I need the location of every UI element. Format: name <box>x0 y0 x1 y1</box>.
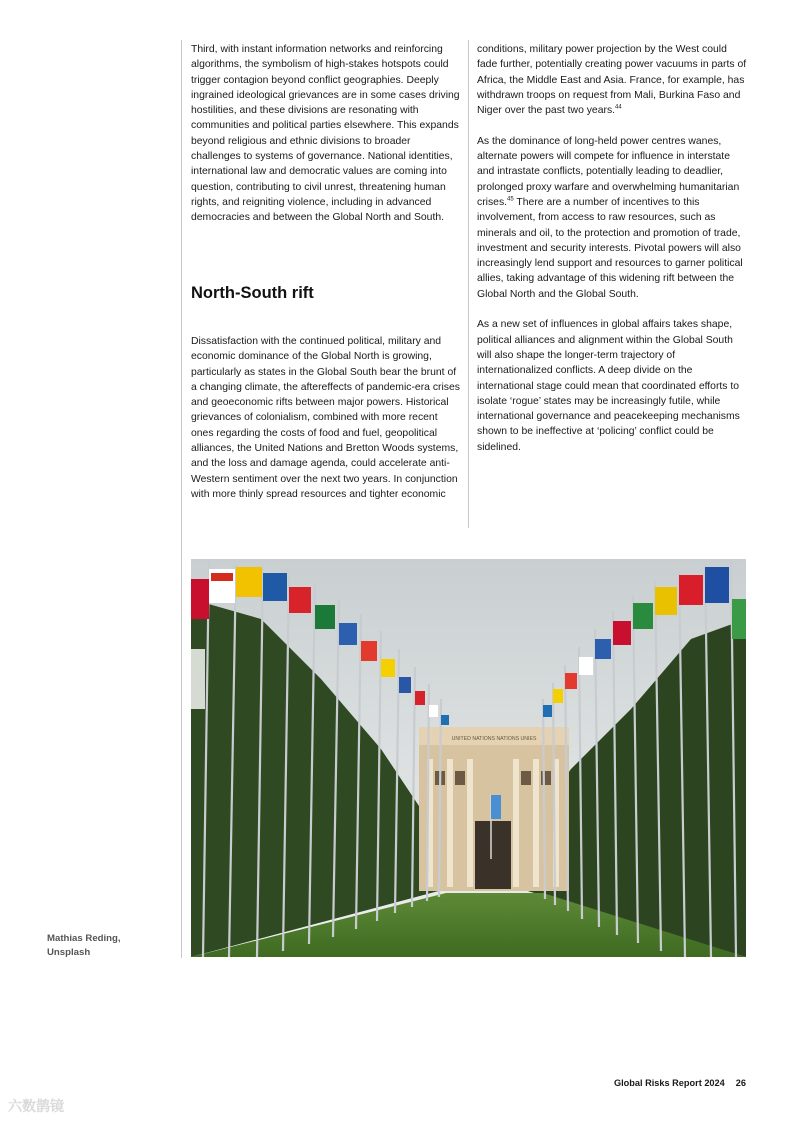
paragraph-global-south: As a new set of influences in global affairs takes shape, political alliances and alignment within the Global South will also shape the longer-term trajectory of internationalized conflicts. A deep divide on the international stage could mean that coordinated efforts to isolate ‘rogue’ states may be increasingly futile, while international governance and peacekeeping mechanisms shown to be ineffective at ‘policing’ conflict could be sidelined. <box>477 319 740 453</box>
paragraph-power-projection: conditions, military power projection by the West could fade further, potentially creating power vacuums in parts of Africa, the Middle East and Asia. France, for example, has withdrawn troops on request from Mali, Burkina Faso and Niger over the past two years.$^{44}$ <box>477 44 747 117</box>
building-sign: UNITED NATIONS NATIONS UNIES <box>451 736 537 742</box>
footnote-ref[interactable]: 44 <box>615 104 622 111</box>
paragraph-contagion: Third, with instant information networks and reinforcing algorithms, the symbolism of high-stakes hotspots could trigger contagion beyond conflict geographies. Deeply ingrained ideological grievances are in some cases driving hostilities, and these divisions are resonating with communities and political parties elsewhere. This expands beyond religious and ethnic divisions to broader challenges to systems of governance. National identities, international law and democratic values are coming into question, contributing to civil unrest, threatening human rights, and reigniting violence, including in advanced democracies and between the Global North and South. <box>191 44 460 224</box>
paragraph-dissatisfaction: Dissatisfaction with the continued political, military and economic dominance of the Global North is growing, particularly as states in the Global South bear the brunt of a changing climate, the aftereffects of pandemic-era crises and geoeconomic rifts between major powers. Historical grievances of colonialism, combined with more recent ones regarding the costs of food and fuel, geopolitical alliances, the United Nations and Bretton Woods systems, and the loss and damage agenda, could accelerate anti-Western sentiment over the next two years. In conjunction with more thinly spread resources and tighter economic <box>191 336 460 500</box>
text-column-left <box>191 42 463 241</box>
photo-credit-caption: Mathias Reding, Unsplash <box>47 933 121 958</box>
text-column-right <box>477 42 747 470</box>
page-number: 26 <box>735 1078 746 1088</box>
watermark-logo: 六数鹊镜 <box>8 1098 64 1114</box>
left-margin-rule <box>181 40 182 958</box>
footnote-ref[interactable]: 45 <box>507 196 514 203</box>
text-column-left-lower <box>191 334 463 518</box>
paragraph-alternate-powers: As the dominance of long-held power centres wanes, alternate powers will compete for influence in interstate and intrastate conflicts, potentially leading to deadlier, prolonged proxy warfare and overwhelming humanitarian crises.$^{45}$ There are a number of incentives to this involvement, from access to raw resources, such as minerals and oil, to the protection and promotion of trade, investment and security interests. Pivotal powers will also increasingly lend support and resources to garner political allies, taking advantage of this widening rift between the Global North and the Global South. <box>477 135 743 300</box>
column-divider-rule <box>468 40 469 528</box>
un-geneva-flags-photo <box>191 559 746 957</box>
section-heading: North-South rift <box>191 284 314 302</box>
page-footer <box>614 1078 746 1088</box>
report-title: Global Risks Report 2024 <box>613 1078 725 1088</box>
